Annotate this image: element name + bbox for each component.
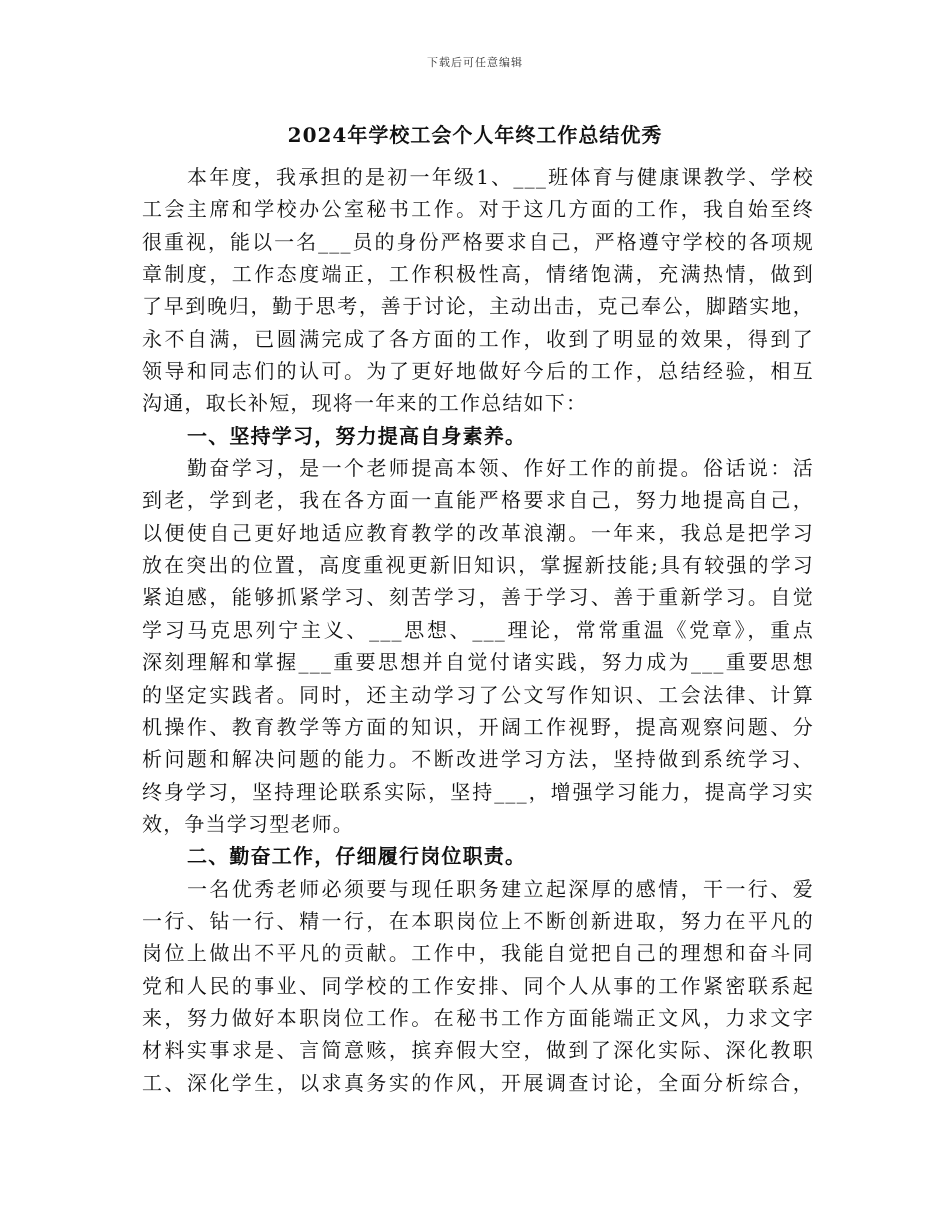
paragraph-line: 工、深化学生，以求真务实的作风，开展调查讨论，全面分析综合， [142,1070,814,1095]
paragraph-line: 以便使自己更好地适应教育教学的改革浪潮。一年来，我总是把学习 [142,520,814,545]
paragraph-line: 岗位上做出不平凡的贡献。工作中，我能自觉把自己的理想和奋斗同 [142,941,814,966]
document-title: 2024年学校工会个人年终工作总结优秀 [287,123,663,147]
paragraph-line: 工会主席和学校办公室秘书工作。对于这几方面的工作，我自始至终 [142,197,814,222]
paragraph-line: 放在突出的位置，高度重视更新旧知识，掌握新技能;具有较强的学习 [142,553,814,578]
paragraph-line: 一行、钻一行、精一行，在本职岗位上不断创新进取，努力在平凡的 [142,908,814,933]
paragraph-line: 领导和同志们的认可。为了更好地做好今后的工作，总结经验，相互 [142,359,814,384]
paragraph-line: 效，争当学习型老师。 [142,811,354,836]
paragraph-line: 机操作、教育教学等方面的知识，开阔工作视野，提高观察问题、分 [142,714,814,739]
paragraph-line: 材料实事求是、言简意赅，摈弃假大空，做到了深化实际、深化教职 [142,1038,814,1063]
paragraph-line: 沟通，取长补短，现将一年来的工作总结如下： [142,391,588,416]
paragraph-line: 来，努力做好本职岗位工作。在秘书工作方面能端正文风，力求文字 [142,1005,814,1030]
paragraph-line: 永不自满，已圆满完成了各方面的工作，收到了明显的效果，得到了 [142,326,814,351]
section-heading: 二、勤奋工作，仔细履行岗位职责。 [187,844,527,869]
paragraph-line: 章制度，工作态度端正，工作积极性高，情绪饱满，充满热情，做到 [142,262,814,287]
paragraph-line: 一名优秀老师必须要与现任职务建立起深厚的感情，干一行、爱 [187,876,814,901]
paragraph-line: 终身学习，坚持理论联系实际，坚持___，增强学习能力，提高学习实 [142,779,814,804]
paragraph-line: 紧迫感，能够抓紧学习、刻苦学习，善于学习、善于重新学习。自觉 [142,585,814,610]
paragraph-line: 很重视，能以一名___员的身份严格要求自己，严格遵守学校的各项规 [142,229,814,254]
paragraph-line: 党和人民的事业、同学校的工作安排、同个人从事的工作紧密联系起 [142,973,814,998]
paragraph-line: 本年度，我承担的是初一年级1、___班体育与健康课教学、学校 [187,165,814,189]
header-note: 下载后可任意编辑 [427,56,523,69]
section-heading: 一、坚持学习，努力提高自身素养。 [187,423,527,448]
document-body [142,161,814,1099]
paragraph-line: 勤奋学习，是一个老师提高本领、作好工作的前提。俗话说：活 [187,456,814,481]
paragraph-line: 析问题和解决问题的能力。不断改进学习方法，坚持做到系统学习、 [142,747,814,772]
paragraph-line: 学习马克思列宁主义、___思想、___理论，常常重温《党章》，重点 [142,617,814,642]
paragraph-line: 了早到晚归，勤于思考，善于讨论，主动出击，克己奉公，脚踏实地， [142,294,814,319]
paragraph-line: 到老，学到老，我在各方面一直能严格要求自己，努力地提高自己， [142,488,814,513]
paragraph-line: 深刻理解和掌握___重要思想并自觉付诸实践，努力成为___重要思想 [142,650,814,675]
paragraph-line: 的坚定实践者。同时，还主动学习了公文写作知识、工会法律、计算 [142,682,814,707]
